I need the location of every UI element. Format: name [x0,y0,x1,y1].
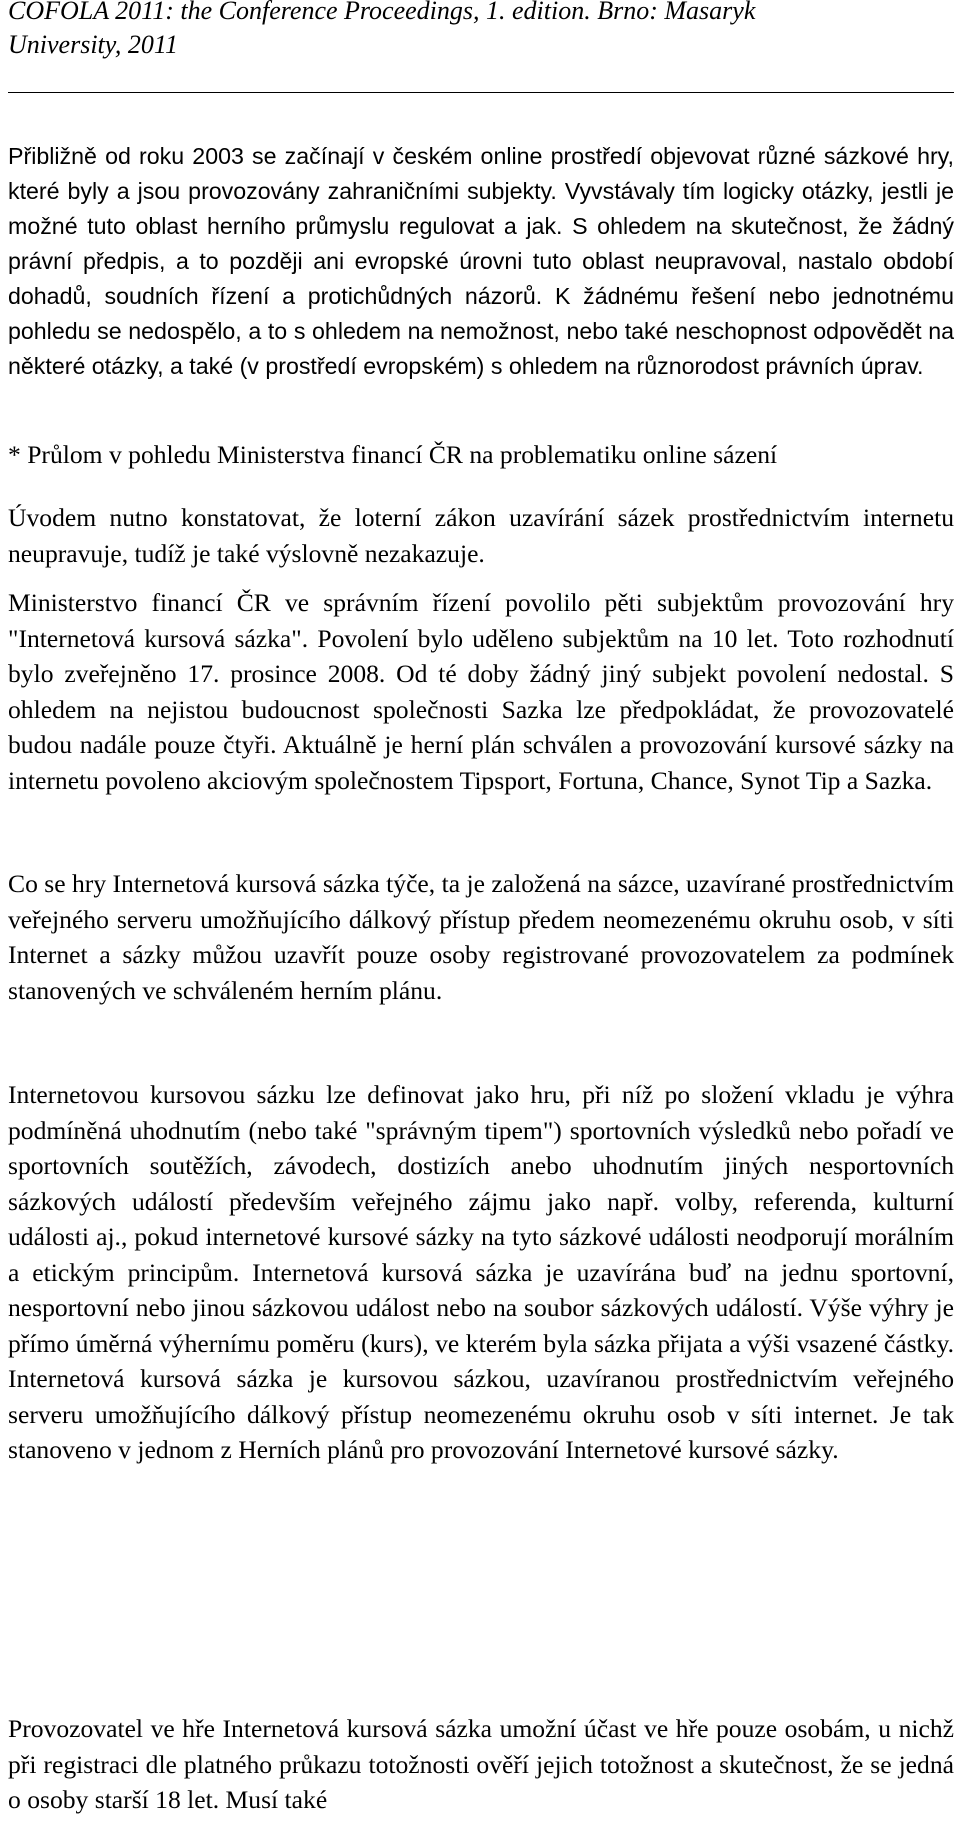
intro-paragraph: Přibližně od roku 2003 se začínají v českém online prostředí objevovat různé sázkové hry, které byly a jsou provozovány zahraničními subjekty. Vyvstávaly tím logicky otázky, jestli je možné tuto oblast herního průmyslu regulovat a jak. S ohledem na skutečnost, že žádný právní předpis, a to později ani evropské úrovni tuto oblast neupravoval, nastalo období dohadů, soudních řízení a protichůdných názorů. K žádnému řešení nebo jednotnému pohledu se nedospělo, a to s ohledem na nemožnost, nebo také neschopnost odpovědět na některé otázky, a také (v prostředí evropském) s ohledem na různorodost právních úprav. [8,143,954,379]
paragraph-5: Provozovatel ve hře Internetová kursová sázka umožní účast ve hře pouze osobám, u nichž při registraci dle platného průkazu totožnosti ověří jejich totožnost a skutečnost, že se jedná o osoby starší 18 let. Musí také [8,1714,954,1814]
header-divider [8,92,954,93]
paragraph-3: Co se hry Internetová kursová sázka týče, ta je založená na sázce, uzavírané prostřednictvím veřejného serveru umožňujícího dálkový přístup předem neomezenému okruhu osob, v síti Internet a sázky můžou uzavřít pouze osoby registrované provozovatelem za podmínek stanovených ve schváleném herním plánu. [8,869,954,1005]
document-page [8,0,954,1814]
paragraph-2: Ministerstvo financí ČR ve správním řízení povolilo pěti subjektům provozování hry "Internetová kursová sázka". Povolení bylo uděleno subjektům na 10 let. Toto rozhodnutí bylo zveřejněno 17. prosince 2008. Od té doby žádný jiný subjekt povolení nedostal. S ohledem na nejistou budoucnost společnosti Sazka lze předpokládat, že provozovatelé budou nadále pouze čtyři. Aktuálně je herní plán schválen a provozování kursové sázky na internetu povoleno akciovým společnostem Tipsport, Fortuna, Chance, Synot Tip a Sazka. [8,588,954,795]
running-header: COFOLA 2011: the Conference Proceedings, 1. edition. Brno: Masaryk University, 2011 [8,0,756,59]
paragraph-1: Úvodem nutno konstatovat, že loterní zákon uzavírání sázek prostřednictvím internetu neupravuje, tudíž je také výslovně nezakazuje. [8,503,954,568]
paragraph-4: Internetovou kursovou sázku lze definovat jako hru, při níž po složení vkladu je výhra podmíněná uhodnutím (nebo také "správným tipem") sportovních výsledků nebo pořadí ve sportovních soutěžích, závodech, dostizích anebo uhodnutím jiných nesportovních sázkových událostí především veřejného zájmu jako např. volby, referenda, kulturní události aj., pokud internetové kursové sázky na tyto sázkové události neodporují morálním a etickým principům. Internetová kursová sázka je uzavírána buď na jednu sportovní, nesportovní nebo jinou sázkovou událost nebo na soubor sázkových událostí. Výše výhry je přímo úměrná výhernímu poměru (kurs), ve kterém byla sázka přijata a výši vsazené částky. Internetová kursová sázka je kursovou sázkou, uzavíranou prostřednictvím veřejného serveru umožňujícího dálkový přístup neomezenému okruhu osob v síti internet. Je tak stanoveno v jednom z Herních plánů pro provozování Internetové kursové sázky. [8,1080,954,1464]
section-heading: * Průlom v pohledu Ministerstva financí ČR na problematiku online sázení [8,440,778,469]
